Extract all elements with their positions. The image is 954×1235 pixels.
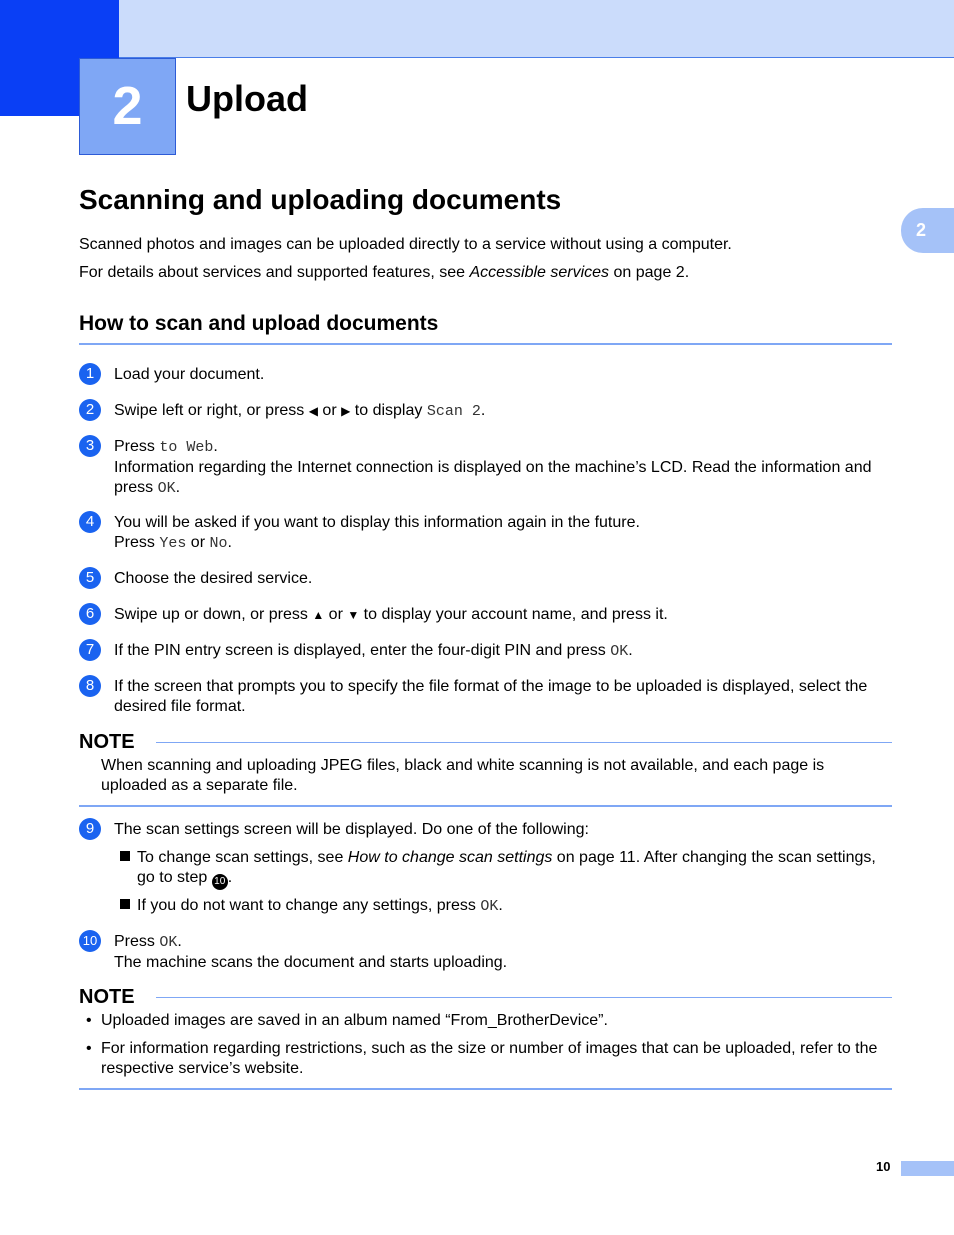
text: . xyxy=(177,933,182,950)
note-rule xyxy=(156,742,892,743)
left-arrow-icon: ◀ xyxy=(308,404,318,418)
page-number: 10 xyxy=(876,1159,891,1174)
intro-paragraph-1: Scanned photos and images can be uploaded directly to a service without using a computer. xyxy=(79,236,732,253)
option-bullet-2 xyxy=(120,896,890,916)
text: To change scan settings, see xyxy=(137,849,348,866)
intro-paragraph-2 xyxy=(79,264,689,282)
square-bullet-icon xyxy=(120,851,130,861)
text: or xyxy=(186,534,210,551)
text: Press xyxy=(114,534,160,551)
right-arrow-icon: ▶ xyxy=(341,404,351,418)
note-text: When scanning and uploading JPEG files, black and white scanning is not available, and each page is uploaded as a separate file. xyxy=(101,757,825,794)
text: The machine scans the document and starts uploading. xyxy=(114,954,508,971)
bullet-text xyxy=(137,848,889,890)
chapter-number-box: 2 xyxy=(79,58,176,155)
text: to display xyxy=(350,402,427,419)
screen-label: OK xyxy=(610,643,629,660)
text: or xyxy=(324,606,348,623)
step-ref-icon[interactable]: 10 xyxy=(212,874,228,890)
step-number-icon: 5 xyxy=(79,567,101,589)
option-bullet-1 xyxy=(120,848,890,887)
screen-label: OK xyxy=(159,934,178,951)
step-text: The scan settings screen will be displayed. Do one of the following: xyxy=(114,821,589,838)
step-number-icon: 9 xyxy=(79,818,101,840)
screen-label: Yes xyxy=(159,535,187,552)
step-text xyxy=(114,513,892,554)
up-arrow-icon: ▲ xyxy=(312,608,325,622)
note-rule xyxy=(156,997,892,998)
bullet-dot: • xyxy=(86,1040,92,1057)
text: . xyxy=(213,438,218,455)
chapter-title: Upload xyxy=(186,78,308,119)
bullet-text xyxy=(137,896,889,917)
note-bottom-rule xyxy=(79,1088,892,1090)
text: Information regarding the Internet connection is displayed on the machine’s LCD. Read the information and press xyxy=(114,459,872,496)
step-text: If the screen that prompts you to specify the file format of the image to be uploaded is displayed, select the desired file format. xyxy=(114,678,868,715)
text: . xyxy=(498,897,503,914)
intro-text: For details about services and supported features, see xyxy=(79,264,470,281)
accessible-services-link[interactable]: Accessible services xyxy=(469,264,610,281)
down-arrow-icon: ▼ xyxy=(347,608,360,622)
text: or xyxy=(317,402,342,419)
screen-label: No xyxy=(209,535,228,552)
step-text xyxy=(114,437,892,499)
text: You will be asked if you want to display this information again in the future. xyxy=(114,514,640,531)
step-text: Load your document. xyxy=(114,366,265,383)
step-number-icon: 4 xyxy=(79,511,101,533)
note-bottom-rule xyxy=(79,805,892,807)
text: . xyxy=(628,642,633,659)
step-number-icon: 6 xyxy=(79,603,101,625)
page-number-tab xyxy=(901,1161,954,1176)
text: Press xyxy=(114,438,160,455)
note-heading: NOTE xyxy=(79,986,135,1008)
step-text xyxy=(114,401,892,422)
step-number-icon: 10 xyxy=(79,930,101,952)
text: Press xyxy=(114,933,160,950)
text: If you do not want to change any settings, press xyxy=(137,897,481,914)
step-number-icon: 8 xyxy=(79,675,101,697)
bullet-dot: • xyxy=(86,1012,92,1029)
change-scan-settings-link[interactable]: How to change scan settings xyxy=(347,849,553,866)
screen-label: Scan 2 xyxy=(426,403,481,420)
note-item-text: Uploaded images are saved in an album named “From_BrotherDevice”. xyxy=(101,1012,608,1029)
chapter-side-tab: 2 xyxy=(901,208,954,253)
intro-page-ref: on page 2. xyxy=(609,264,690,281)
subsection-title: How to scan and upload documents xyxy=(79,312,439,335)
screen-label: OK xyxy=(157,480,176,497)
screen-label: OK xyxy=(480,898,499,915)
screen-label: to Web xyxy=(159,439,214,456)
text: Swipe left or right, or press xyxy=(114,402,309,419)
text: . xyxy=(227,869,233,886)
text: . xyxy=(227,534,232,551)
step-number-icon: 2 xyxy=(79,399,101,421)
step-text xyxy=(114,641,892,662)
step-number-icon: 3 xyxy=(79,435,101,457)
text: to display your account name, and press it. xyxy=(359,606,668,623)
text: on page 11. After changing the scan settings, go to step xyxy=(137,849,876,886)
text: Swipe up or down, or press xyxy=(114,606,313,623)
section-title: Scanning and uploading documents xyxy=(79,184,562,215)
text: If the PIN entry screen is displayed, enter the four-digit PIN and press xyxy=(114,642,611,659)
step-number-icon: 1 xyxy=(79,363,101,385)
note-heading: NOTE xyxy=(79,731,135,753)
step-text: Choose the desired service. xyxy=(114,570,313,587)
text: . xyxy=(175,479,181,496)
square-bullet-icon xyxy=(120,899,130,909)
text: . xyxy=(480,402,486,419)
subsection-rule xyxy=(79,343,892,345)
step-number-icon: 7 xyxy=(79,639,101,661)
header-band xyxy=(0,0,954,58)
step-text xyxy=(114,932,892,973)
note-item-text: For information regarding restrictions, such as the size or number of images that can be uploaded, refer to the respective service’s website. xyxy=(101,1040,878,1077)
step-text xyxy=(114,605,892,625)
